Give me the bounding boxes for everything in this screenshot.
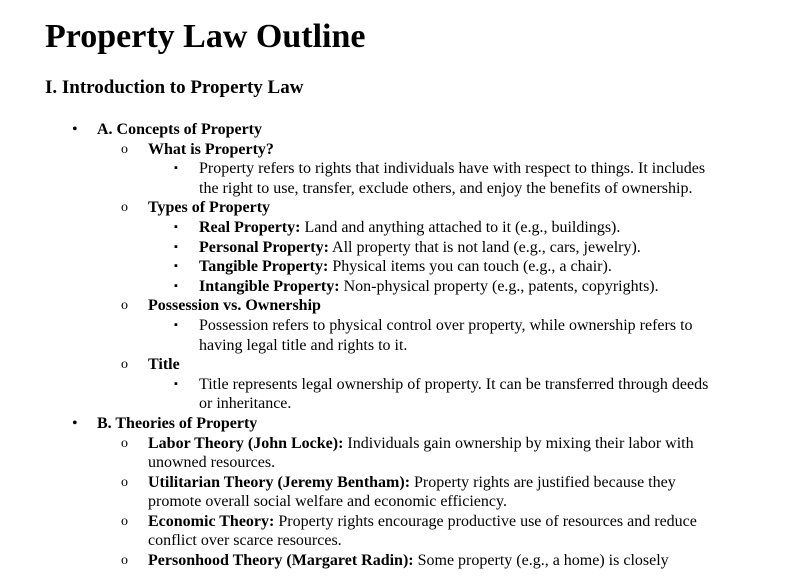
outline-item-level-3: [0, 218, 716, 238]
outline-item-level-2: [0, 434, 716, 473]
circle-bullet-icon: o: [121, 513, 128, 529]
square-bullet-icon: ▪: [174, 240, 178, 253]
outline-item-level-3: [0, 277, 716, 297]
item-text: Land and anything attached to it (e.g., buildings).: [300, 218, 621, 236]
square-bullet-icon: ▪: [174, 279, 178, 292]
square-bullet-icon: ▪: [174, 318, 178, 331]
square-bullet-icon: ▪: [174, 260, 178, 273]
outline-item-level-2: [0, 140, 716, 160]
square-bullet-icon: ▪: [174, 220, 178, 233]
item-text: Possession refers to physical control over property, while ownership refers to having legal title and rights to it.: [199, 316, 693, 354]
outline-list: [0, 120, 716, 571]
square-bullet-icon: ▪: [174, 377, 178, 390]
circle-bullet-icon: o: [121, 141, 128, 157]
item-label: What is Property?: [148, 140, 274, 158]
bullet-icon: •: [72, 414, 78, 432]
outline-item-level-3: [0, 159, 716, 198]
circle-bullet-icon: o: [121, 435, 128, 451]
outline-item-level-1: [0, 120, 716, 140]
circle-bullet-icon: o: [121, 200, 128, 216]
item-text: Some property (e.g., a home) is closely: [413, 552, 669, 570]
item-label: Personal Property:: [199, 238, 329, 256]
item-label: Tangible Property:: [199, 258, 329, 276]
section-heading: I. Introduction to Property Law: [45, 77, 304, 98]
item-label: Utilitarian Theory (Jeremy Bentham):: [148, 473, 411, 491]
outline-item-level-2: [0, 512, 716, 551]
item-text: Property rights encourage productive use of resources and reduce conflict over scarce resources.: [148, 512, 697, 550]
item-label: B. Theories of Property: [97, 414, 258, 432]
outline-item-level-2: [0, 355, 716, 375]
outline-item-level-2: [0, 198, 716, 218]
item-text: Individuals gain ownership by mixing their labor with unowned resources.: [148, 434, 694, 472]
circle-bullet-icon: o: [121, 357, 128, 373]
item-text: Property refers to rights that individuals have with respect to things. It includes the right to use, transfer, exclude others, and enjoy the benefits of ownership.: [199, 160, 706, 197]
item-label: Possession vs. Ownership: [148, 297, 321, 315]
item-label: Real Property:: [199, 218, 301, 236]
outline-item-level-1: [0, 414, 716, 434]
outline-item-level-2: [0, 296, 716, 316]
item-text: Title represents legal ownership of property. It can be transferred through deeds or inheritance.: [199, 375, 709, 413]
item-label: A. Concepts of Property: [97, 121, 263, 138]
item-label: Personhood Theory (Margaret Radin):: [148, 552, 414, 570]
item-text: Physical items you can touch (e.g., a chair).: [328, 258, 612, 276]
square-bullet-icon: ▪: [174, 162, 178, 175]
circle-bullet-icon: o: [121, 298, 128, 314]
item-text: Property rights are justified because they promote overall social welfare and economic efficiency.: [148, 473, 676, 511]
item-label: Economic Theory:: [148, 512, 275, 530]
item-label: Intangible Property:: [199, 277, 340, 295]
outline-item-level-2: [0, 551, 716, 571]
item-label: Labor Theory (John Locke):: [148, 434, 344, 452]
item-label: Types of Property: [148, 199, 271, 217]
circle-bullet-icon: o: [121, 474, 128, 490]
document-title: Property Law Outline: [45, 18, 366, 55]
item-label: Title: [148, 356, 180, 374]
outline-item-level-3: [0, 257, 716, 277]
bullet-icon: •: [72, 121, 78, 138]
outline-item-level-2: [0, 473, 716, 512]
item-text: Non-physical property (e.g., patents, copyrights).: [339, 277, 659, 295]
outline-item-level-3: [0, 316, 716, 355]
outline-item-level-3: [0, 238, 716, 258]
outline-item-level-3: [0, 375, 716, 414]
circle-bullet-icon: o: [121, 553, 128, 569]
item-text: All property that is not land (e.g., cars, jewelry).: [328, 238, 641, 256]
